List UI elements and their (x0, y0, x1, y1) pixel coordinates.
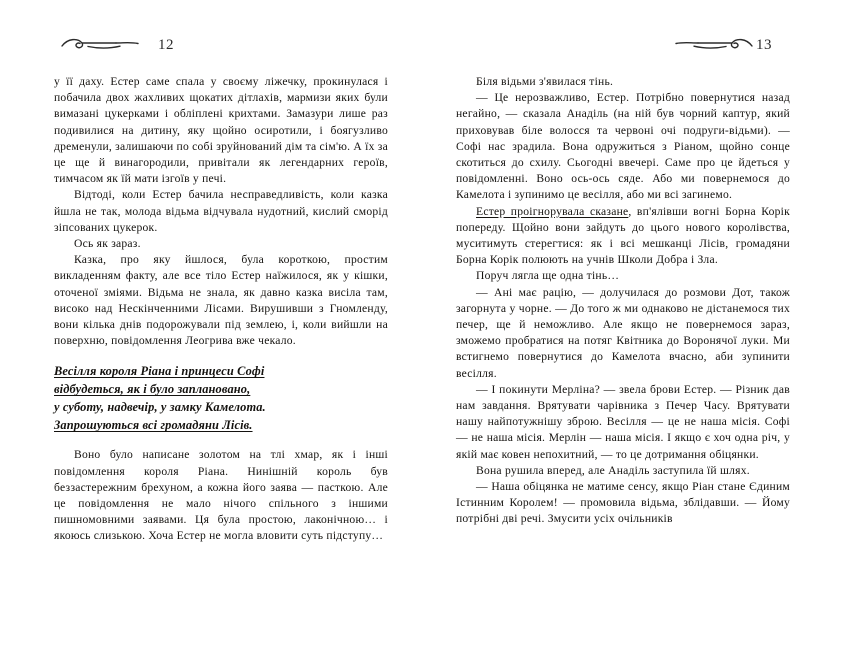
announcement-line: у суботу, надвечір, у замку Камелота. (54, 400, 266, 415)
paragraph: Вона рушила вперед, але Анаділь заступила їй шлях. (476, 463, 750, 477)
page-number-left: 12 (158, 36, 174, 53)
underlined-text: Естер проігнорувала сказане (476, 204, 629, 218)
paragraph: у її даху. Естер саме спала у своєму ліжечку, прокинулася і побачила двох жахливих щокатих дітлахів, мармизи яких були вимазані цукерками і обліплені крихтами. Замазури лише раз подивилися на дитину, яку щойно осиротили, і боягузливо дременули, залишаючи по собі зруйнований дім та сім'ю. А їх за це ще й винагородили, привітали як легендарних героїв, тимчасом як їй мати ізгоїв у печі. (54, 75, 388, 186)
flourish-ornament-icon (58, 33, 144, 58)
announcement-line: Весілля короля Ріана і принцеси Софі (54, 364, 265, 379)
right-page (422, 0, 844, 650)
paragraph: Відтоді, коли Естер бачила несправедливість, коли казка йшла не так, молода відьма відчувала нудотний, кислий сморід зіпсованих цукерок. (54, 188, 388, 234)
right-folio-row (456, 30, 790, 60)
paragraph: Казка, про яку йшлося, була короткою, простим викладенням факту, але все тіло Естер наїжилося, як у кішки, оточеної зміями. Відьма не знала, як давно казка висіла там, високо над Нескінченними Лісами. Вирушивши з Гномленду, вони кілька днів подорожували під землею, і, коли вийшли на поверхню, повідомлення Леогрива вже чекало. (54, 253, 388, 348)
left-folio-row (54, 30, 388, 60)
paragraph: — І покинути Мерліна? — звела брови Естер. — Різник дав нам завдання. Врятувати чарівника з Печер Часу. Врятувати нашу найпотужнішу зброю. Весілля — це не наша місія. Софі — не наша місія. Мерлін — наша місія. І якщо є хоч одна річ, у якій має ковен непохитний, — то це дотримання обіцянки. (456, 382, 790, 461)
left-text-column (54, 74, 388, 545)
paragraph: Воно було написане золотом на тлі хмар, як і інші повідомлення короля Ріана. Нинішній король був беззастережним брехуном, а кожна його заява — пасткою. Але це повідомлення не мало нічого спільного з іншими пишномовними заявами. Ця була простою, лаконічною… і якоюсь слизькою. Хоча Естер не могла вловити суть підступу… (54, 448, 388, 543)
sky-announcement-block (54, 362, 388, 434)
announcement-line: відбудеться, як і було заплановано, (54, 382, 251, 397)
paragraph: Поруч лягла ще одна тінь… (476, 269, 620, 283)
paragraph: — Наша обіцянка не матиме сенсу, якщо Ріан стане Єдиним Істинним Королем! — промовила відьма, зблідавши. — Йому потрібні дві речі. Змусити усіх очільників (456, 480, 790, 526)
page-number-right: 13 (756, 36, 772, 53)
paragraph: Ось як зараз. (74, 237, 141, 251)
paragraph: Біля відьми з'явилася тінь. (476, 75, 614, 88)
paragraph: — Це нерозважливо, Естер. Потрібно повернутися назад негайно, — сказала Анаділь (на ній був чорний каптур, який приховував біле волосся та червоні очі подруги-відьми). — Софі нас зрадила. Вона одружиться з Ріаном, щойно сонце скотиться до схилу. Сьогодні ввечері. Саме про це йдеться у повідомленні. Воно ось-ось сяде. Або ми повернемося до Камелота і зупинимо це весілля, або ми всі загинемо. (456, 91, 790, 202)
paragraph: Естер проігнорувала сказане, вп'ялівши вогні Борна Корік попереду. Щойно вони зайдуть до цього нового королівства, муситимуть стерегтися: як і всі мешканці Лісів, громадяни Борна Корік полюють на учнів Школи Добра і Зла. (456, 204, 790, 267)
announcement-line: Запрошуються всі громадяни Лісів. (54, 418, 253, 433)
flourish-ornament-icon (670, 33, 756, 58)
paragraph: — Ані має рацію, — долучилася до розмови Дот, також загорнута у чорне. — До того ж ми однаково не дістанемося тих печер, ще й неможливо. Але якщо не повернемося зараз, зможемо пробратися на потяг Квітника до Воронячої луки. Ми встигнемо повернутися до Камелота вчасно, аби зупинити весілля. (456, 285, 790, 380)
right-text-column (456, 74, 790, 528)
